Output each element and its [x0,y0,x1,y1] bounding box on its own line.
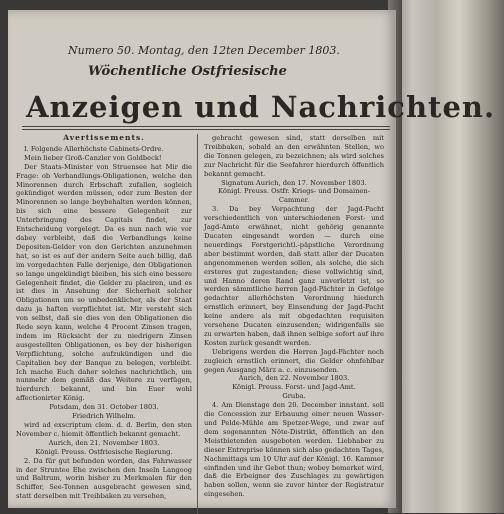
masthead-rule-thin [22,129,390,130]
paragraph: Aurich, den 22. November 1803. [238,374,350,383]
paragraph: Friedrich Wilhelm. [72,412,136,421]
right-column [204,134,384,499]
masthead-subtitle: Wöchentliche Ostfriesische [88,64,287,79]
column-divider [197,134,198,514]
paragraph: 4. Am Dienstage den 20. December innstant. soll die Concession zur Erbauung einer neuen Wasser- und Pelde-Mühle am Spetzer-Wege, und zwar auf dem sogenannten Nöte-Distrikt, öffentlich an den Meistbietenden ausgeboten werden. Liebhaber zu dieser Entreprise können sich also gedachten Tages, Nachmittags um 10 Uhr auf der Königl. 16. Kammer einfinden und ihr Gebot thun; wobey bemerket wird, daß die Erbeigner des Zuschlages zu gewärtigen haben sollen, wenn sie zuvor hinter der Registratur eingesehen. [204,401,384,499]
paragraph: Uebrigens werden die Herren Jagd-Pächter noch zugleich ernstlich erinnert, die Gelder ohnfehlbar gegen Ausgang März a. c. einzusenden. [204,347,384,374]
issue-number-line: Numero 50. Montag, den 12ten December 1803. [68,44,340,57]
paragraph: Königl. Preuss. Ostfr. Kriegs- und Domainen-Cammer. [218,187,370,205]
paragraph: Gruba. [282,392,306,401]
left-column [16,134,192,501]
paragraph: Potsdam, den 31. October 1803. [49,403,159,412]
book-edge [392,0,504,513]
paragraph: 2. Da für gut befunden worden, das Fahrwasser in der Struntee Ehe zwischen den Inseln Langoog und Baltrum, worin bisher zu Merkmalen für den Schiffer, See-Tonnen ausgebracht gewesen sind, statt derselben mit Treibbaken zu versehen, [16,456,192,501]
paragraph: Der Staats-Minister von Struensee hat Mir die Frage: ob Verbandlungs-Obligationen, welche den Minorennen durch Erbschaft zufallen, sogleich gekündiget werden müssen, oder zum Besten der Minorennen so lange beybehalten werden können, bis sich eine bessere Gelegenheit zur Unterbringung des Capitals findet, zur Entscheidung vorgelegt. Da es nun nach wie vor dabey verbleibt, daß die Verbandlungs keine Depositen-Gelder von den Gerichten anzunehmen hat, so ist es auf der andern Seite auch billig, daß im vorgedachten Falle derjenige, den Obligationen so lange ungekündigt bleiben, bis sich eine bessere Gelegenheit findet, die Gelder zu placiren, und es ist dies in Ansehung der Sicherheit solcher Obligationen um so unbedenklicher, als der Staat dazu ja haften verpflichtet ist. Mir versteht sich von selbst, daß sie dies von den Obligationen die Rede seyn kann, welche 4 Procent Zinsen tragen, indem im Rücksicht der zu niedrigern Zinsen ausgestellten Obligationen, es bey der bisherigen Verpflichtung, solche aufzukündigen und die Capitalien bey der Banque zu belegen, verbleibt. Ich mache Euch daher solches nachrichtlich, um nunmehr dem gemäß das Weitere zu verfügen, hierdurch bekannt, und bin Euer wohl affectionirter König. [16,162,192,403]
paragraph: gebracht gewesen sind, statt derselben mit Treibbaken, sobald an den erwähnten Stellen, wo die Tonnen gelegen, zu bezeichnen; als wird solches zur Nachricht für die Seefahrer hierdurch öffentlich bekannt gemacht. [204,134,384,178]
paragraph: Aurich, den 21. November 1803. [48,438,160,447]
paragraph: Signatum Aurich, den 17. November 1803. [221,178,367,187]
section-heading: Avertissements. [63,133,145,142]
masthead-rule [22,126,390,127]
paragraph: Königl. Preuss. Ostfriesische Regierung. [35,447,173,456]
paragraph: 3. Da bey Verpachtung der Jagd-Pacht verschiedentlich von unterschiedenen Forst- und Jagd-Amte erwähnet, nicht gehörig genannte Ducaten eingesandt worden — durch eine neuerdings Forstgerichtl.-päpstliche Verordnung aber bestimmt worden, daß statt aller der Ducaten angenommenen werden sollen, als solche, die sich ersteres gut zugestanden; diese vollwichtig sind, und Hanno deren Rand ganz unverletzt ist, so werden sämmtliche herren Jagd-Pächter in Gefolge gedachter allerhöchsten Verordnung hiedurch ernstlich erinnert, bey Einsendung der Jagd-Pacht keine andere als mit obgedachten requisiten versehene Ducaten einzusenden; widrigenfalls sie zu erwarten haben, daß ihnen selbige sofort auf ihre Kosten zurück gesandt werden. [204,205,384,347]
paragraph: Mein lieber Groß-Canzler von Goldbeck! [24,153,162,162]
masthead-title: Anzeigen und Nachrichten. [26,90,496,124]
paragraph: I. Folgende Allerhöchste Cabinets-Ordre. [24,144,164,153]
newspaper-page [8,10,496,508]
paragraph: wird ad exscriptum clem. d. d. Berlin, den sten November c. hiemit öffentlich bekannt gemacht. [16,421,192,438]
paragraph: Königl. Preuss. Forst- und Jagd-Amt. [232,383,356,392]
